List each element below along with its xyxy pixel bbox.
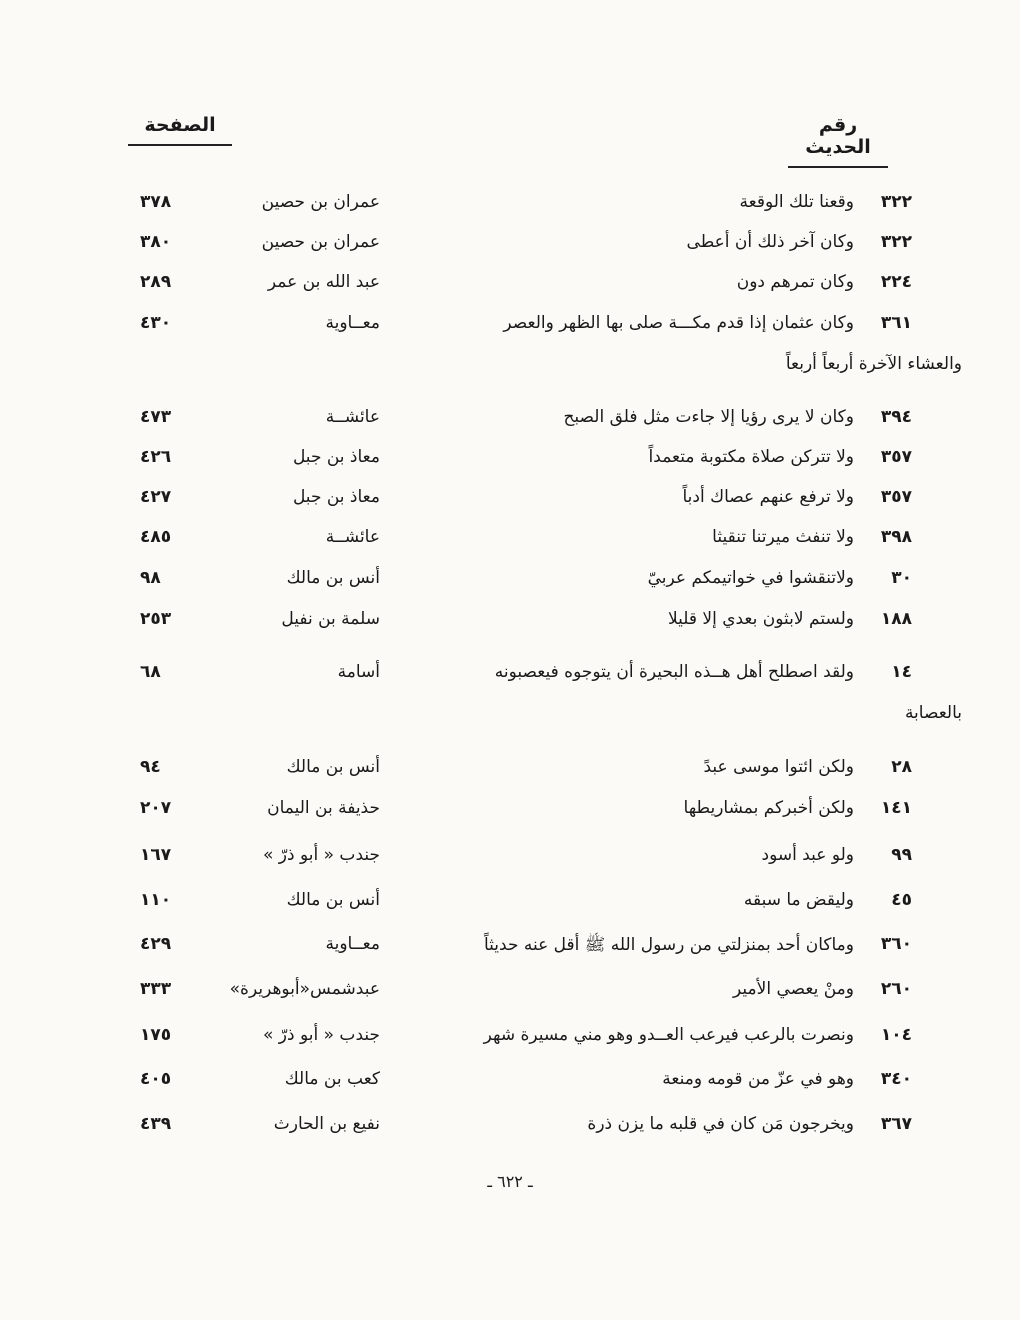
narrator: نفيع بن الحارث — [273, 1114, 380, 1134]
hadith-opening: وكان تمرهم دون — [736, 272, 854, 292]
hadith-number: ١٠٤ — [880, 1025, 912, 1045]
hadith-opening: وكان لا يرى رؤيا إلا جاءت مثل فلق الصبح — [563, 407, 854, 427]
page-ref: ٤٧٣ — [140, 407, 172, 427]
narrator: عائشــة — [325, 527, 380, 547]
index-row — [140, 447, 912, 477]
narrator: عمران بن حصين — [261, 232, 380, 252]
narrator: معاذ بن جبل — [292, 487, 380, 507]
narrator: عائشــة — [325, 407, 380, 427]
index-row — [140, 192, 912, 222]
hadith-opening: وكان آخر ذلك أن أعطى — [686, 232, 854, 252]
hadith-number: ٣٤٠ — [880, 1069, 912, 1089]
hadith-opening: ولقد اصطلح أهل هــذه البحيرة أن يتوجوه فيعصبونه — [494, 662, 854, 682]
hadith-number: ٢٨ — [891, 757, 912, 777]
narrator: عمران بن حصين — [261, 192, 380, 212]
hadith-opening: وقعنا تلك الوقعة — [739, 192, 854, 212]
index-row — [140, 979, 912, 1009]
hadith-number: ٩٩ — [891, 845, 912, 865]
hadith-number: ٣٦٧ — [880, 1114, 912, 1134]
index-row — [140, 798, 912, 828]
page-ref: ١٦٧ — [140, 845, 172, 865]
page-ref: ٤٨٥ — [140, 527, 172, 547]
hadith-number: ٣٠ — [891, 568, 912, 588]
page-ref: ٤٠٥ — [140, 1069, 172, 1089]
hadith-opening: ولو عبد أسود — [761, 845, 854, 865]
narrator: كعب بن مالك — [284, 1069, 380, 1089]
index-row — [140, 1025, 912, 1055]
index-row — [140, 1114, 912, 1144]
page-ref: ٣٨٠ — [140, 232, 172, 252]
hadith-number: ٣٦٠ — [880, 934, 912, 954]
index-row — [140, 1069, 912, 1099]
page-ref: ٢٨٩ — [140, 272, 172, 292]
hadith-opening: وهو في عزّ من قومه ومنعة — [662, 1069, 854, 1089]
page-ref: ٤٢٦ — [140, 447, 172, 467]
hadith-opening: ولا تنفث ميرتنا تنقيثا — [712, 527, 854, 547]
index-row — [140, 609, 912, 639]
narrator: جندب « أبو ذرّ » — [263, 1025, 380, 1045]
narrator: أنس بن مالك — [286, 757, 380, 777]
narrator: معــاوية — [325, 313, 380, 333]
index-row — [140, 313, 912, 343]
page-ref: ٤٣٠ — [140, 313, 172, 333]
index-row — [140, 845, 912, 875]
hadith-number: ٤٥ — [891, 890, 912, 910]
page-ref: ١٧٥ — [140, 1025, 172, 1045]
hadith-number: ٣٥٧ — [880, 487, 912, 507]
hadith-number-header: رقم الحديث — [788, 114, 888, 168]
index-row — [140, 407, 912, 437]
hadith-number: ٣٩٤ — [880, 407, 912, 427]
narrator: معــاوية — [325, 934, 380, 954]
hadith-number: ٣٥٧ — [880, 447, 912, 467]
hadith-number: ٢٦٠ — [880, 979, 912, 999]
hadith-opening: ولا ترفع عنهم عصاك أدباً — [682, 487, 854, 507]
hadith-number: ١٤١ — [880, 798, 912, 818]
index-row — [140, 662, 912, 692]
narrator: أنس بن مالك — [286, 890, 380, 910]
page-number: ـ ٦٢٢ ـ — [487, 1172, 533, 1191]
hadith-number: ٢٢٤ — [880, 272, 912, 292]
index-row — [140, 568, 912, 598]
page-ref: ٣٧٨ — [140, 192, 172, 212]
column-headers — [128, 114, 888, 164]
hadith-number: ٣٢٢ — [880, 232, 912, 252]
hadith-opening: ولا تتركن صلاة مكتوبة متعمداً — [648, 447, 854, 467]
narrator: أنس بن مالك — [286, 568, 380, 588]
page-ref: ٤٣٩ — [140, 1114, 172, 1134]
hadith-opening: ويخرجون مَن كان في قلبه ما يزن ذرة — [587, 1114, 854, 1134]
hadith-number: ١٤ — [891, 662, 912, 682]
page-ref: ١١٠ — [140, 890, 172, 910]
page-ref: ٩٤ — [140, 757, 161, 777]
index-row — [140, 272, 912, 302]
narrator: عبدشمس«أبوهريرة» — [229, 979, 380, 999]
narrator: جندب « أبو ذرّ » — [263, 845, 380, 865]
hadith-opening: ومنْ يعصي الأمير — [733, 979, 854, 999]
page-ref: ٤٢٧ — [140, 487, 172, 507]
hadith-number: ١٨٨ — [880, 609, 912, 629]
index-row — [140, 890, 912, 920]
hadith-opening: ولستم لابثون بعدي إلا قليلا — [667, 609, 854, 629]
hadith-continuation: بالعصابة — [904, 703, 962, 723]
hadith-continuation: والعشاء الآخرة أربعاً أربعاً — [785, 354, 962, 374]
hadith-opening: وليقض ما سبقه — [743, 890, 854, 910]
index-row — [140, 487, 912, 517]
hadith-number: ٣٦١ — [880, 313, 912, 333]
hadith-opening: ونصرت بالرعب فيرعب العــدو وهو مني مسيرة شهر — [483, 1025, 854, 1045]
page-ref: ٦٨ — [140, 662, 161, 682]
hadith-number: ٣٩٨ — [880, 527, 912, 547]
page-ref: ٩٨ — [140, 568, 161, 588]
narrator: سلمة بن نفيل — [281, 609, 380, 629]
hadith-opening: وماكان أحد بمنزلتي من رسول الله ﷺ أقل عنه حديثاً — [484, 935, 854, 955]
hadith-opening: ولكن أخبركم بمشاريطها — [683, 798, 854, 818]
index-row — [140, 527, 912, 557]
narrator: أسامة — [337, 662, 380, 682]
narrator: معاذ بن جبل — [292, 447, 380, 467]
page-ref: ٢٥٣ — [140, 609, 172, 629]
narrator: عبد الله بن عمر — [267, 272, 380, 292]
hadith-number: ٣٢٢ — [880, 192, 912, 212]
hadith-opening: ولكن ائتوا موسى عبدً — [703, 757, 854, 777]
index-row — [140, 232, 912, 262]
index-row — [140, 757, 912, 787]
page-number-header: الصفحة — [128, 114, 232, 146]
index-row — [140, 934, 912, 964]
narrator: حذيفة بن اليمان — [267, 798, 380, 818]
hadith-opening: ولاتنقشوا في خواتيمكم عربيّ — [647, 568, 854, 588]
hadith-opening: وكان عثمان إذا قدم مكـــة صلى بها الظهر والعصر — [503, 313, 854, 333]
page-ref: ٢٠٧ — [140, 798, 172, 818]
page-ref: ٤٢٩ — [140, 934, 172, 954]
page-ref: ٣٣٣ — [140, 979, 172, 999]
